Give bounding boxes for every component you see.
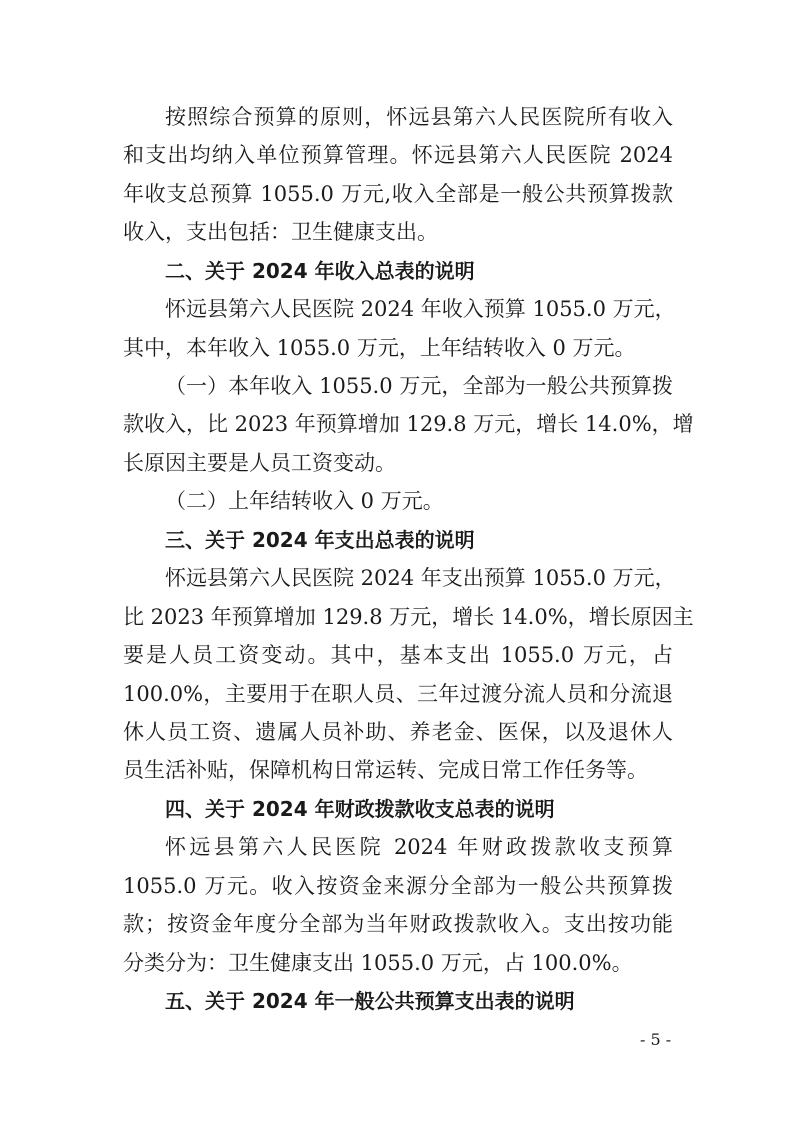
paragraph-line: 怀远县第六人民医院 2024 年支出预算 1055.0 万元，	[165, 566, 676, 590]
paragraph-line: （二）上年结转收入 0 万元。	[165, 489, 444, 513]
paragraph-line: 员生活补贴，保障机构日常运转、完成日常工作任务等。	[123, 758, 648, 782]
section-heading-income-summary: 二、关于 2024 年收入总表的说明	[165, 259, 475, 283]
paragraph-line: 和支出均纳入单位预算管理。怀远县第六人民医院 2024	[123, 143, 673, 167]
paragraph-line: 要是人员工资变动。其中，基本支出 1055.0 万元，占	[123, 643, 673, 667]
paragraph-line: 100.0%，主要用于在职人员、三年过渡分流人员和分流退	[123, 682, 673, 706]
paragraph-line: 怀远县第六人民医院 2024 年收入预算 1055.0 万元，	[165, 297, 676, 321]
paragraph-line: 款；按资金年度分全部为当年财政拨款收入。支出按功能	[123, 912, 673, 936]
paragraph-line: 其中，本年收入 1055.0 万元，上年结转收入 0 万元。	[123, 336, 636, 360]
paragraph-line: 按照综合预算的原则，怀远县第六人民医院所有收入	[165, 105, 673, 129]
section-heading-fiscal-allocation: 四、关于 2024 年财政拨款收支总表的说明	[165, 797, 555, 821]
paragraph-line: 年收支总预算 1055.0 万元,收入全部是一般公共预算拨款	[123, 182, 673, 206]
paragraph-line: 比 2023 年预算增加 129.8 万元，增长 14.0%，增长原因主	[123, 605, 694, 629]
paragraph-line: （一）本年收入 1055.0 万元，全部为一般公共预算拨	[165, 374, 673, 398]
paragraph-line: 款收入，比 2023 年预算增加 129.8 万元，增长 14.0%，增	[123, 412, 694, 436]
section-heading-expenditure-summary: 三、关于 2024 年支出总表的说明	[165, 528, 475, 552]
paragraph-line: 怀远县第六人民医院 2024 年财政拨款收支预算	[165, 835, 673, 859]
paragraph-line: 分类分为：卫生健康支出 1055.0 万元，占 100.0%。	[123, 951, 633, 975]
paragraph-line: 休人员工资、遗属人员补助、养老金、医保，以及退休人	[123, 720, 673, 744]
paragraph-line: 长原因主要是人员工资变动。	[123, 451, 396, 475]
section-heading-general-public-budget: 五、关于 2024 年一般公共预算支出表的说明	[165, 989, 575, 1013]
paragraph-line: 收入，支出包括：卫生健康支出。	[123, 220, 438, 244]
paragraph-line: 1055.0 万元。收入按资金来源分全部为一般公共预算拨	[123, 874, 673, 898]
page-number: - 5 -	[640, 1030, 672, 1049]
